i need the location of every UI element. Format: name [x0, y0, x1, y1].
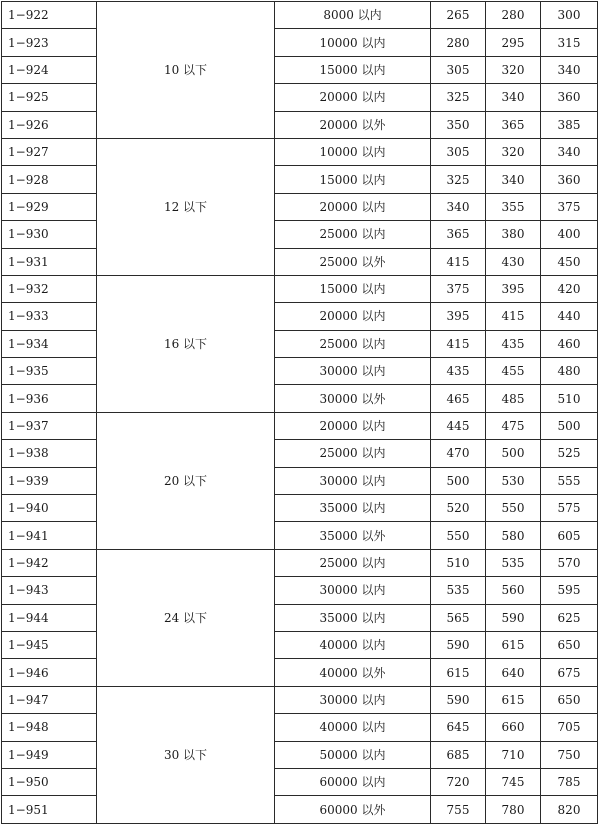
table-row — [2, 248, 598, 275]
range-cell: 25000 以内 — [275, 549, 431, 576]
item-code-cell: 1−950 — [2, 768, 97, 795]
value-cell-2: 640 — [486, 659, 541, 686]
value-cell-3: 385 — [541, 111, 598, 138]
value-cell-1: 415 — [431, 248, 486, 275]
value-cell-3: 570 — [541, 549, 598, 576]
range-cell: 8000 以内 — [275, 2, 431, 29]
value-cell-3: 750 — [541, 741, 598, 768]
table-row — [2, 84, 598, 111]
range-cell: 20000 以内 — [275, 303, 431, 330]
range-cell: 35000 以内 — [275, 604, 431, 631]
value-cell-2: 320 — [486, 138, 541, 165]
value-cell-2: 780 — [486, 796, 541, 823]
range-cell: 20000 以内 — [275, 193, 431, 220]
table-row — [2, 741, 598, 768]
value-cell-2: 580 — [486, 522, 541, 549]
value-cell-3: 785 — [541, 768, 598, 795]
range-cell: 15000 以内 — [275, 275, 431, 302]
value-cell-1: 350 — [431, 111, 486, 138]
table-row — [2, 577, 598, 604]
value-cell-2: 615 — [486, 686, 541, 713]
value-cell-3: 340 — [541, 56, 598, 83]
range-cell: 30000 以内 — [275, 358, 431, 385]
value-cell-1: 685 — [431, 741, 486, 768]
range-cell: 10000 以内 — [275, 138, 431, 165]
table-row — [2, 385, 598, 412]
table-row — [2, 166, 598, 193]
value-cell-1: 280 — [431, 29, 486, 56]
price-table — [1, 1, 598, 824]
item-code-cell: 1−944 — [2, 604, 97, 631]
item-code-cell: 1−929 — [2, 193, 97, 220]
value-cell-3: 400 — [541, 221, 598, 248]
table-row — [2, 659, 598, 686]
value-cell-1: 470 — [431, 440, 486, 467]
range-cell: 15000 以内 — [275, 56, 431, 83]
value-cell-3: 675 — [541, 659, 598, 686]
item-code-cell: 1−936 — [2, 385, 97, 412]
table-body — [2, 2, 598, 824]
value-cell-1: 510 — [431, 549, 486, 576]
range-cell: 25000 以内 — [275, 440, 431, 467]
value-cell-3: 500 — [541, 412, 598, 439]
value-cell-3: 510 — [541, 385, 598, 412]
range-cell: 25000 以内 — [275, 330, 431, 357]
value-cell-1: 520 — [431, 495, 486, 522]
group-label-cell: 12 以下 — [97, 138, 275, 275]
item-code-cell: 1−939 — [2, 467, 97, 494]
value-cell-2: 435 — [486, 330, 541, 357]
table-row — [2, 549, 598, 576]
value-cell-3: 480 — [541, 358, 598, 385]
range-cell: 40000 以内 — [275, 714, 431, 741]
value-cell-1: 305 — [431, 56, 486, 83]
item-code-cell: 1−927 — [2, 138, 97, 165]
value-cell-3: 375 — [541, 193, 598, 220]
value-cell-3: 420 — [541, 275, 598, 302]
value-cell-3: 460 — [541, 330, 598, 357]
group-label-cell: 24 以下 — [97, 549, 275, 686]
value-cell-2: 615 — [486, 631, 541, 658]
range-cell: 35000 以外 — [275, 522, 431, 549]
table-row — [2, 2, 598, 29]
value-cell-3: 360 — [541, 84, 598, 111]
item-code-cell: 1−926 — [2, 111, 97, 138]
value-cell-1: 325 — [431, 84, 486, 111]
range-cell: 40000 以内 — [275, 631, 431, 658]
range-cell: 30000 以外 — [275, 385, 431, 412]
value-cell-2: 415 — [486, 303, 541, 330]
value-cell-1: 590 — [431, 686, 486, 713]
value-cell-3: 575 — [541, 495, 598, 522]
range-cell: 20000 以内 — [275, 84, 431, 111]
group-label-cell: 30 以下 — [97, 686, 275, 823]
value-cell-1: 550 — [431, 522, 486, 549]
item-code-cell: 1−943 — [2, 577, 97, 604]
item-code-cell: 1−947 — [2, 686, 97, 713]
table-row — [2, 221, 598, 248]
value-cell-3: 555 — [541, 467, 598, 494]
item-code-cell: 1−931 — [2, 248, 97, 275]
value-cell-2: 365 — [486, 111, 541, 138]
table-row — [2, 631, 598, 658]
group-label-cell: 10 以下 — [97, 2, 275, 139]
range-cell: 20000 以内 — [275, 412, 431, 439]
range-cell: 60000 以内 — [275, 768, 431, 795]
table-row — [2, 522, 598, 549]
item-code-cell: 1−946 — [2, 659, 97, 686]
value-cell-1: 435 — [431, 358, 486, 385]
table-row — [2, 330, 598, 357]
table-row — [2, 604, 598, 631]
item-code-cell: 1−941 — [2, 522, 97, 549]
table-row — [2, 440, 598, 467]
value-cell-2: 320 — [486, 56, 541, 83]
value-cell-2: 660 — [486, 714, 541, 741]
value-cell-3: 440 — [541, 303, 598, 330]
item-code-cell: 1−925 — [2, 84, 97, 111]
range-cell: 20000 以外 — [275, 111, 431, 138]
value-cell-2: 710 — [486, 741, 541, 768]
value-cell-3: 650 — [541, 686, 598, 713]
item-code-cell: 1−937 — [2, 412, 97, 439]
table-row — [2, 467, 598, 494]
table-row — [2, 138, 598, 165]
value-cell-1: 615 — [431, 659, 486, 686]
range-cell: 30000 以内 — [275, 577, 431, 604]
group-label-cell: 20 以下 — [97, 412, 275, 549]
value-cell-1: 465 — [431, 385, 486, 412]
value-cell-1: 645 — [431, 714, 486, 741]
value-cell-3: 650 — [541, 631, 598, 658]
value-cell-2: 475 — [486, 412, 541, 439]
range-cell: 40000 以外 — [275, 659, 431, 686]
value-cell-2: 500 — [486, 440, 541, 467]
value-cell-2: 455 — [486, 358, 541, 385]
value-cell-2: 590 — [486, 604, 541, 631]
table-row — [2, 303, 598, 330]
value-cell-1: 500 — [431, 467, 486, 494]
table-row — [2, 193, 598, 220]
value-cell-1: 305 — [431, 138, 486, 165]
value-cell-1: 415 — [431, 330, 486, 357]
value-cell-2: 550 — [486, 495, 541, 522]
value-cell-1: 375 — [431, 275, 486, 302]
item-code-cell: 1−923 — [2, 29, 97, 56]
range-cell: 15000 以内 — [275, 166, 431, 193]
value-cell-1: 340 — [431, 193, 486, 220]
table-row — [2, 796, 598, 823]
item-code-cell: 1−935 — [2, 358, 97, 385]
table-row — [2, 412, 598, 439]
table-row — [2, 714, 598, 741]
value-cell-2: 430 — [486, 248, 541, 275]
value-cell-2: 535 — [486, 549, 541, 576]
value-cell-2: 340 — [486, 166, 541, 193]
range-cell: 30000 以内 — [275, 467, 431, 494]
value-cell-1: 395 — [431, 303, 486, 330]
value-cell-1: 325 — [431, 166, 486, 193]
table-row — [2, 358, 598, 385]
table-row — [2, 686, 598, 713]
table-row — [2, 495, 598, 522]
range-cell: 25000 以内 — [275, 221, 431, 248]
table-row — [2, 111, 598, 138]
table-row — [2, 56, 598, 83]
item-code-cell: 1−940 — [2, 495, 97, 522]
item-code-cell: 1−922 — [2, 2, 97, 29]
item-code-cell: 1−938 — [2, 440, 97, 467]
table-row — [2, 29, 598, 56]
value-cell-2: 280 — [486, 2, 541, 29]
item-code-cell: 1−924 — [2, 56, 97, 83]
range-cell: 50000 以内 — [275, 741, 431, 768]
value-cell-1: 720 — [431, 768, 486, 795]
value-cell-3: 340 — [541, 138, 598, 165]
value-cell-3: 300 — [541, 2, 598, 29]
value-cell-1: 535 — [431, 577, 486, 604]
value-cell-2: 395 — [486, 275, 541, 302]
value-cell-2: 340 — [486, 84, 541, 111]
value-cell-2: 530 — [486, 467, 541, 494]
item-code-cell: 1−942 — [2, 549, 97, 576]
value-cell-2: 485 — [486, 385, 541, 412]
value-cell-3: 595 — [541, 577, 598, 604]
group-label-cell: 16 以下 — [97, 275, 275, 412]
item-code-cell: 1−932 — [2, 275, 97, 302]
value-cell-1: 445 — [431, 412, 486, 439]
item-code-cell: 1−949 — [2, 741, 97, 768]
value-cell-2: 380 — [486, 221, 541, 248]
item-code-cell: 1−951 — [2, 796, 97, 823]
value-cell-2: 745 — [486, 768, 541, 795]
value-cell-2: 355 — [486, 193, 541, 220]
value-cell-3: 625 — [541, 604, 598, 631]
value-cell-1: 755 — [431, 796, 486, 823]
value-cell-1: 365 — [431, 221, 486, 248]
range-cell: 25000 以外 — [275, 248, 431, 275]
range-cell: 60000 以外 — [275, 796, 431, 823]
value-cell-2: 295 — [486, 29, 541, 56]
value-cell-3: 315 — [541, 29, 598, 56]
value-cell-3: 605 — [541, 522, 598, 549]
value-cell-1: 265 — [431, 2, 486, 29]
table-row — [2, 275, 598, 302]
value-cell-3: 360 — [541, 166, 598, 193]
item-code-cell: 1−933 — [2, 303, 97, 330]
value-cell-3: 705 — [541, 714, 598, 741]
item-code-cell: 1−930 — [2, 221, 97, 248]
value-cell-3: 820 — [541, 796, 598, 823]
table-row — [2, 768, 598, 795]
item-code-cell: 1−928 — [2, 166, 97, 193]
value-cell-3: 525 — [541, 440, 598, 467]
range-cell: 30000 以内 — [275, 686, 431, 713]
item-code-cell: 1−945 — [2, 631, 97, 658]
value-cell-1: 590 — [431, 631, 486, 658]
item-code-cell: 1−934 — [2, 330, 97, 357]
value-cell-2: 560 — [486, 577, 541, 604]
value-cell-1: 565 — [431, 604, 486, 631]
value-cell-3: 450 — [541, 248, 598, 275]
item-code-cell: 1−948 — [2, 714, 97, 741]
range-cell: 35000 以内 — [275, 495, 431, 522]
range-cell: 10000 以内 — [275, 29, 431, 56]
